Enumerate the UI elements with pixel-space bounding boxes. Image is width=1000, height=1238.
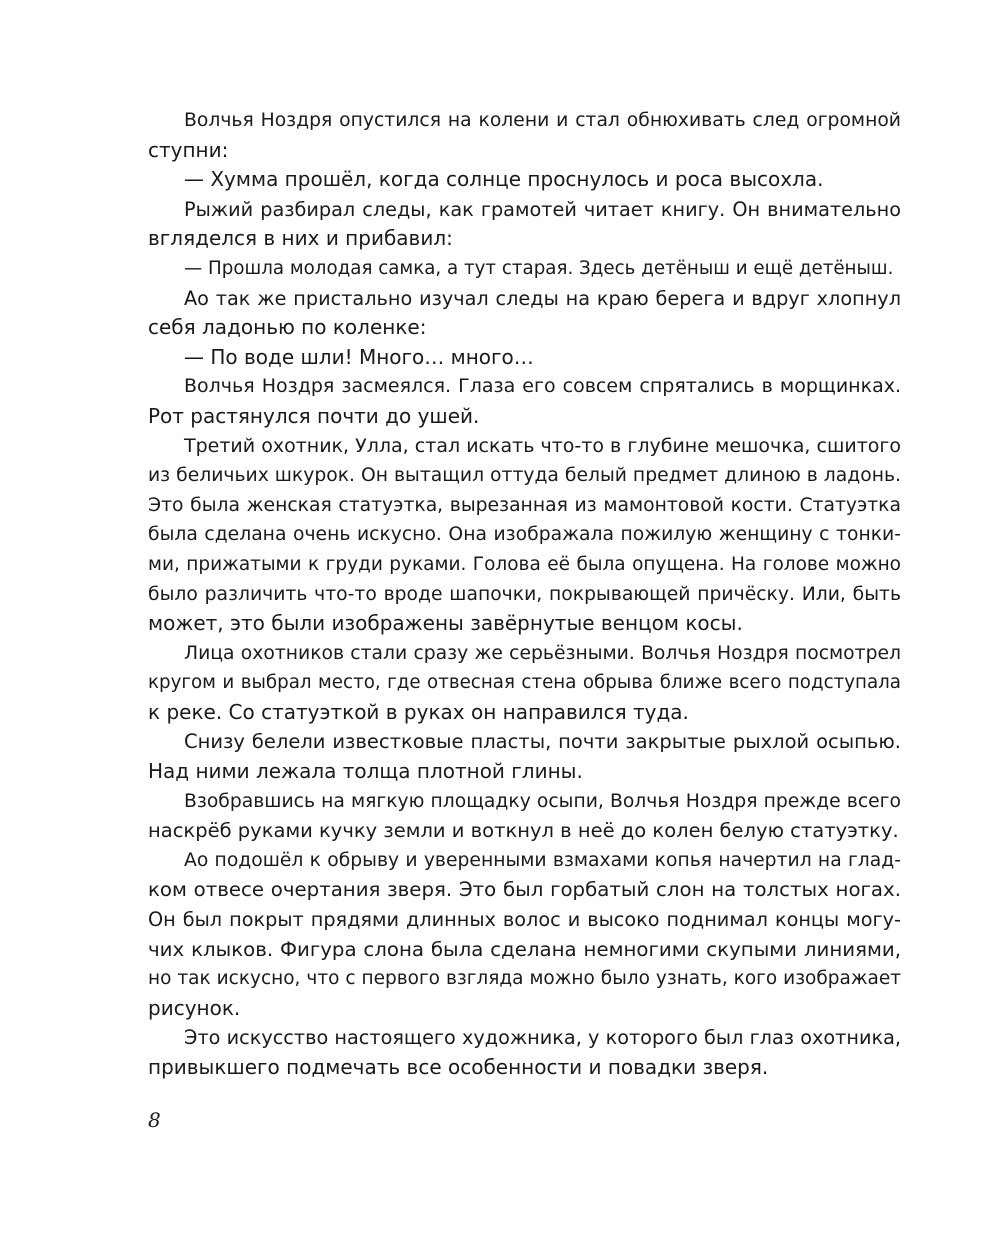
text-line: Ао так же пристально изучал следы на краю берега и вдруг хлопнул — [184, 286, 901, 310]
text-line: было различить что-то вроде шапочки, покрывающей причёску. Или, быть — [148, 583, 901, 605]
page-body — [148, 106, 901, 1083]
text-line: кругом и выбрал место, где отвесная стена обрыва ближе всего подступала — [148, 672, 901, 694]
text-line: — Прошла молодая самка, а тут старая. Здесь детёныш и ещё детёныш. — [184, 257, 894, 279]
page-number: 8 — [148, 1108, 161, 1132]
text-line: к реке. Со статуэткой в руках он направился туда. — [148, 699, 689, 724]
text-line: Волчья Ноздря опустился на колени и стал обнюхивать след огромной — [184, 110, 901, 131]
text-line: ми, прижатыми к груди руками. Голова её была опущена. На голове можно — [148, 553, 901, 575]
text-line: Это была женская статуэтка, вырезанная из мамонтовой кости. Статуэтка — [148, 494, 901, 516]
text-line: привыкшего подмечать все особенности и повадки зверя. — [148, 1055, 769, 1079]
text-line: Над ними лежала толща плотной глины. — [148, 759, 583, 784]
text-line: Волчья Ноздря засмеялся. Глаза его совсем спрятались в морщинках. — [184, 375, 901, 398]
text-line: ступни: — [148, 137, 229, 162]
text-line: Третий охотник, Улла, стал искать что-то в глубине мешочка, сшитого — [184, 434, 901, 457]
text-line: наскрёб руками кучку земли и воткнул в неё до колен белую статуэтку. — [148, 819, 899, 843]
text-line: рисунок. — [148, 995, 241, 1020]
text-line: — Хумма прошёл, когда солнце проснулось и роса высохла. — [184, 167, 824, 192]
text-line: вгляделся в них и прибавил: — [148, 226, 453, 251]
text-line: Лица охотников стали сразу же серьёзными. Волчья Ноздря посмотрел — [184, 642, 901, 664]
text-line: может, это были изображены завёрнутые венцом косы. — [148, 611, 743, 636]
text-line: но так искусно, что с первого взгляда можно было узнать, кого изображает — [148, 968, 901, 990]
text-line: Ао подошёл к обрыву и уверенными взмахами копья начертил на глад- — [184, 849, 901, 871]
text-line: Рыжий разбирал следы, как грамотей читает книгу. Он внимательно — [184, 197, 901, 221]
text-line: Это искусство настоящего художника, у которого был глаз охотника, — [184, 1026, 901, 1050]
text-line: была сделана очень искусно. Она изображала пожилую женщину с тонки- — [148, 524, 901, 546]
text-line: — По воде шли! Много… много… — [184, 344, 534, 369]
text-line: себя ладонью по коленке: — [148, 315, 427, 340]
text-line: из беличьих шкурок. Он вытащил оттуда белый предмет длиною в ладонь. — [148, 465, 901, 487]
text-line: Взобравшись на мягкую площадку осыпи, Волчья Ноздря прежде всего — [184, 790, 901, 812]
text-line: Снизу белели известковые пласты, почти закрытые рыхлой осыпью. — [184, 730, 901, 754]
text-line: чих клыков. Фигура слона была сделана немногими скупыми линиями, — [148, 937, 901, 961]
text-line: Он был покрыт прядями длинных волос и высоко поднимал концы могу- — [148, 908, 901, 932]
text-line: Рот растянулся почти до ушей. — [148, 403, 480, 428]
text-line: ком отвесе очертания зверя. Это был горбатый слон на толстых ногах. — [148, 878, 901, 902]
